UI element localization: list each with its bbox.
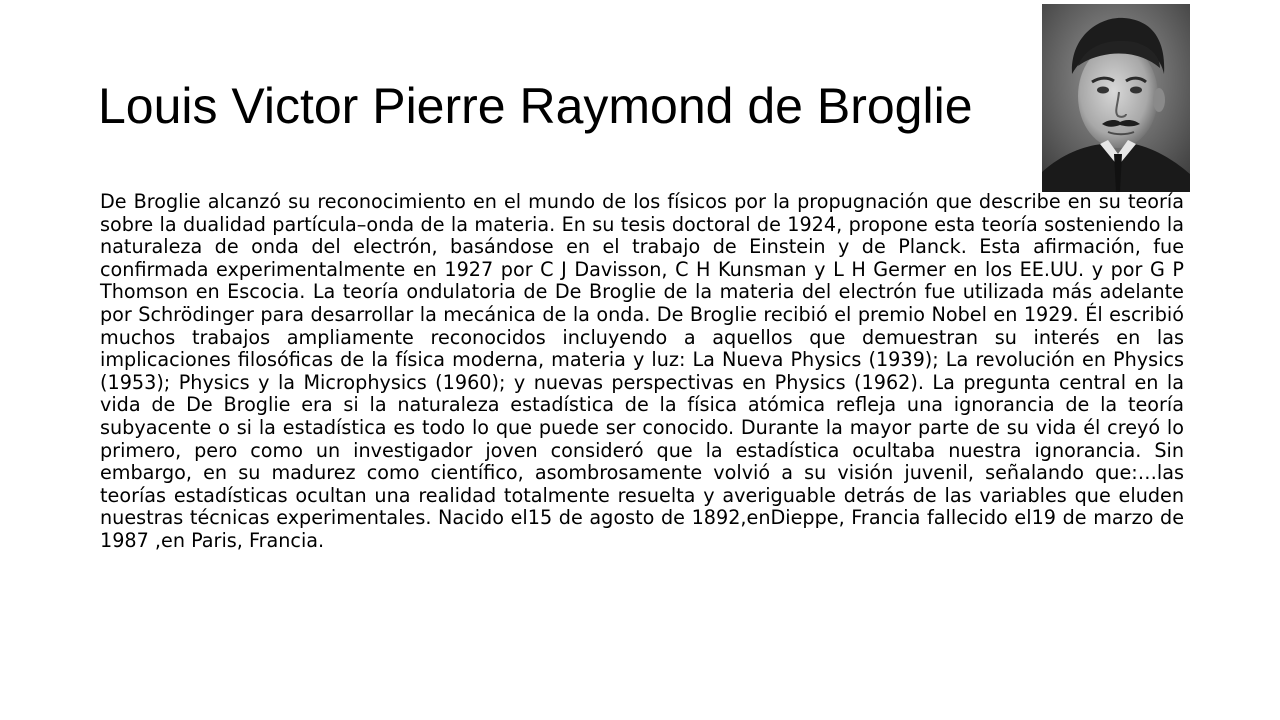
- slide-body-text: De Broglie alcanzó su reconocimiento en el mundo de los físicos por la propugnación que describe en su teoría sobre la dualidad partícula–onda de la materia. En su tesis doctoral de 1924, propone esta teoría sosteniendo la naturaleza de onda del electrón, basándose en el trabajo de Einstein y de Planck. Esta afirmación, fue confirmada experimentalmente en 1927 por C J Davisson, C H Kunsman y L H Germer en los EE.UU. y por G P Thomson en Escocia. La teoría ondulatoria de De Broglie de la materia del electrón fue utilizada más adelante por Schrödinger para desarrollar la mecánica de la onda. De Broglie recibió el premio Nobel en 1929. Él escribió muchos trabajos ampliamente reconocidos incluyendo a aquellos que demuestran su interés en las implicaciones filosóficas de la física moderna, materia y luz: La Nueva Physics (1939); La revolución en Physics (1953); Physics y la Microphysics (1960); y nuevas perspectivas en Physics (1962). La pregunta central en la vida de De Broglie era si la naturaleza estadística de la física atómica refleja una ignorancia de la teoría subyacente o si la estadística es todo lo que puede ser conocido. Durante la mayor parte de su vida él creyó lo primero, pero como un investigador joven consideró que la estadística ocultaba nuestra ignorancia. Sin embargo, en su madurez como científico, asombrosamente volvió a su visión juvenil, señalando que:…las teorías estadísticas ocultan una realidad totalmente resuelta y averiguable detrás de las variables que eluden nuestras técnicas experimentales. Nacido el15 de agosto de 1892,enDieppe, Francia fallecido el19 de marzo de 1987 ,en Paris, Francia.: [100, 190, 1184, 552]
- portrait-photo: [1042, 4, 1190, 192]
- portrait-image: [1042, 4, 1190, 192]
- slide-title: Louis Victor Pierre Raymond de Broglie: [98, 78, 973, 134]
